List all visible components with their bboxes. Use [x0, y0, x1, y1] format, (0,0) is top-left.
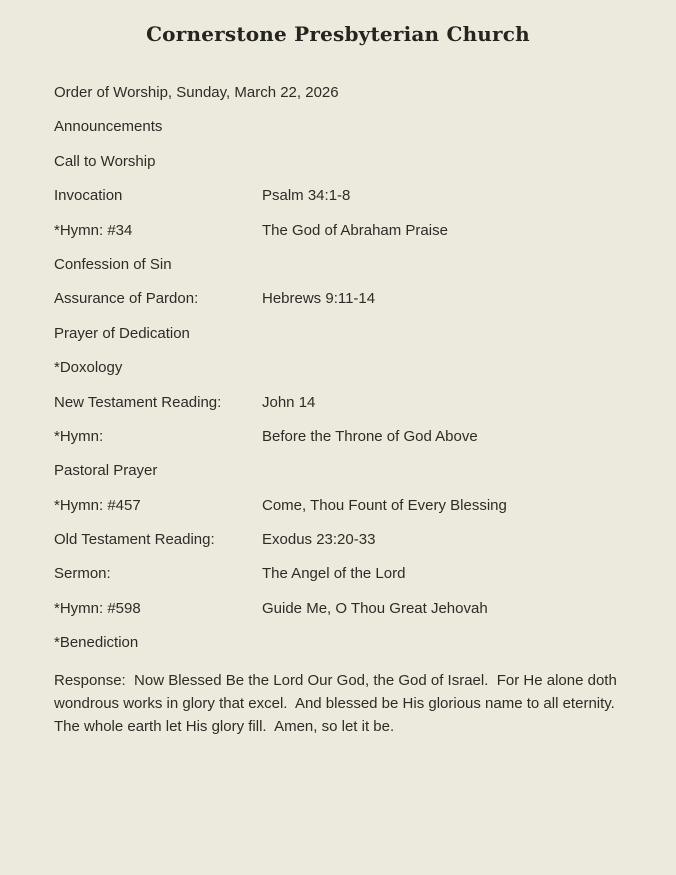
service-item-row [54, 117, 622, 151]
service-item-label: *Doxology [54, 359, 123, 377]
service-item-row [54, 152, 622, 186]
service-item-label: Announcements [54, 118, 163, 136]
service-item-value: The God of Abraham Praise [262, 221, 448, 239]
service-item-value: Exodus 23:20-33 [262, 531, 376, 549]
service-item-row [54, 427, 622, 461]
service-item-label: *Hymn: #598 [54, 599, 141, 617]
response-paragraph: Response: Now Blessed Be the Lord Our God, the God of Israel. For He alone doth wondrous works in glory that excel. And blessed be His glorious name to all eternity. The whole earth let His glory fill. Amen, so let it be. [54, 671, 623, 735]
page-title: Cornerstone Presbyterian Church [146, 22, 530, 46]
service-item-row [54, 255, 622, 289]
service-item-row [54, 564, 622, 598]
service-item-row [54, 530, 622, 564]
service-item-row [54, 358, 622, 392]
service-item-label: *Hymn: [54, 427, 104, 445]
service-item-label: Old Testament Reading: [54, 531, 215, 549]
service-items [54, 83, 622, 668]
service-heading-row [54, 83, 622, 117]
service-item-value: Guide Me, O Thou Great Jehovah [262, 599, 488, 617]
service-item-row [54, 633, 622, 667]
service-item-label: Call to Worship [54, 152, 156, 170]
service-item-label: *Hymn: #457 [54, 496, 141, 514]
service-item-value: Hebrews 9:11-14 [262, 290, 376, 308]
service-item-label: Invocation [54, 187, 123, 205]
service-item-label: *Benediction [54, 634, 139, 652]
service-item-row [54, 221, 622, 255]
service-item-label: *Hymn: #34 [54, 221, 133, 239]
service-item-value: Psalm 34:1-8 [262, 187, 351, 205]
service-item-row [54, 461, 622, 495]
service-item-row [54, 393, 622, 427]
service-item-label: Prayer of Dedication [54, 324, 190, 342]
service-item-value: John 14 [262, 393, 316, 411]
service-item-label: Confession of Sin [54, 255, 172, 273]
service-item-row [54, 496, 622, 530]
service-item-value: The Angel of the Lord [262, 565, 406, 583]
service-item-row [54, 186, 622, 220]
service-item-label: Sermon: [54, 565, 111, 583]
service-item-value: Before the Throne of God Above [262, 427, 478, 445]
service-item-row [54, 289, 622, 323]
service-item-row [54, 599, 622, 633]
service-item-label: New Testament Reading: [54, 393, 222, 411]
service-item-value: Come, Thou Fount of Every Blessing [262, 496, 507, 514]
service-heading: Order of Worship, Sunday, March 22, 2026 [54, 84, 339, 101]
service-item-label: Assurance of Pardon: [54, 290, 199, 308]
service-item-row [54, 324, 622, 358]
service-item-label: Pastoral Prayer [54, 462, 158, 480]
